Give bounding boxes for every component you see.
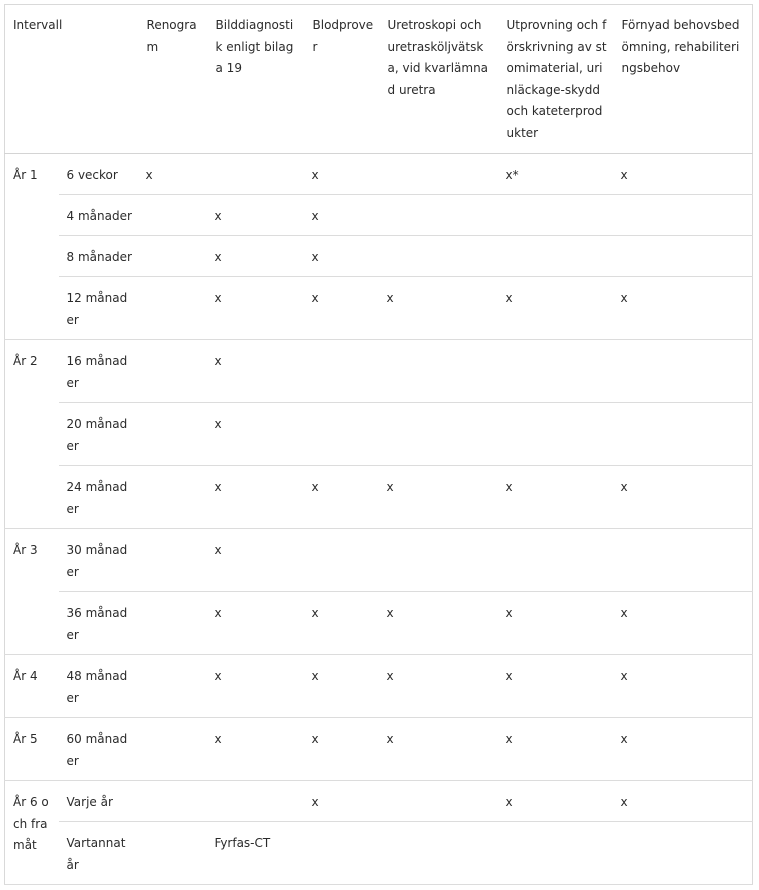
table-row xyxy=(5,592,753,655)
follow-up-schedule-table xyxy=(4,4,753,885)
value-cell xyxy=(380,822,499,885)
value-cell: x xyxy=(614,466,753,529)
table-row xyxy=(5,340,753,403)
value-cell xyxy=(499,529,614,592)
value-cell: x xyxy=(305,195,380,236)
year-cell: År 3 xyxy=(5,529,59,655)
interval-cell: 8 månader xyxy=(59,236,139,277)
value-cell: x xyxy=(208,195,305,236)
value-cell: x xyxy=(614,592,753,655)
year-cell: År 4 xyxy=(5,655,59,718)
table-row xyxy=(5,236,753,277)
value-cell: x xyxy=(305,154,380,195)
value-cell: x xyxy=(380,592,499,655)
value-cell: x xyxy=(614,781,753,822)
value-cell xyxy=(305,822,380,885)
year-cell: År 1 xyxy=(5,154,59,340)
value-cell: x xyxy=(614,655,753,718)
value-cell xyxy=(614,340,753,403)
value-cell: x* xyxy=(499,154,614,195)
value-cell: x xyxy=(499,718,614,781)
value-cell xyxy=(380,403,499,466)
value-cell: x xyxy=(380,466,499,529)
year-cell: År 6 och framåt xyxy=(5,781,59,885)
header-renogram: Renogram xyxy=(139,5,208,154)
table-row xyxy=(5,403,753,466)
value-cell xyxy=(614,822,753,885)
value-cell: x xyxy=(208,655,305,718)
value-cell: x xyxy=(208,236,305,277)
value-cell: x xyxy=(208,340,305,403)
value-cell: x xyxy=(208,592,305,655)
value-cell xyxy=(139,277,208,340)
value-cell xyxy=(139,655,208,718)
table-row xyxy=(5,781,753,822)
value-cell: x xyxy=(208,718,305,781)
value-cell xyxy=(380,529,499,592)
value-cell xyxy=(380,154,499,195)
value-cell xyxy=(614,236,753,277)
value-cell xyxy=(614,195,753,236)
value-cell xyxy=(305,403,380,466)
value-cell xyxy=(499,195,614,236)
value-cell xyxy=(499,340,614,403)
value-cell xyxy=(305,340,380,403)
header-blodprover: Blodprover xyxy=(305,5,380,154)
value-cell xyxy=(139,195,208,236)
header-bilddiagnostik: Bilddiagnostik enligt bilaga 19 xyxy=(208,5,305,154)
value-cell xyxy=(614,403,753,466)
interval-cell: 30 månader xyxy=(59,529,139,592)
table-row xyxy=(5,154,753,195)
interval-cell: 6 veckor xyxy=(59,154,139,195)
table-body xyxy=(5,154,753,885)
value-cell: x xyxy=(305,466,380,529)
value-cell: x xyxy=(499,655,614,718)
value-cell xyxy=(305,529,380,592)
table-row xyxy=(5,529,753,592)
header-interval: Intervall xyxy=(5,5,139,154)
value-cell xyxy=(499,236,614,277)
interval-cell: Vartannat år xyxy=(59,822,139,885)
table-row xyxy=(5,277,753,340)
value-cell: x xyxy=(305,655,380,718)
value-cell: x xyxy=(305,592,380,655)
value-cell xyxy=(139,822,208,885)
value-cell: x xyxy=(208,466,305,529)
value-cell: x xyxy=(499,466,614,529)
year-cell: År 5 xyxy=(5,718,59,781)
year-cell: År 2 xyxy=(5,340,59,529)
value-cell: x xyxy=(380,277,499,340)
header-uretroskopi: Uretroskopi och uretrasköljvätska, vid kvarlämnad uretra xyxy=(380,5,499,154)
header-row xyxy=(5,5,753,154)
value-cell: x xyxy=(305,277,380,340)
value-cell: x xyxy=(208,403,305,466)
interval-cell: Varje år xyxy=(59,781,139,822)
interval-cell: 48 månader xyxy=(59,655,139,718)
value-cell: x xyxy=(208,277,305,340)
value-cell: x xyxy=(208,529,305,592)
value-cell xyxy=(139,529,208,592)
value-cell: x xyxy=(305,781,380,822)
value-cell xyxy=(139,403,208,466)
value-cell xyxy=(380,195,499,236)
interval-cell: 16 månader xyxy=(59,340,139,403)
value-cell xyxy=(208,154,305,195)
value-cell: x xyxy=(305,718,380,781)
value-cell: Fyrfas-CT xyxy=(208,822,305,885)
header-fornyad-behovsbedomning: Förnyad behovsbedömning, rehabiliteringsbehov xyxy=(614,5,753,154)
value-cell xyxy=(499,403,614,466)
value-cell: x xyxy=(614,718,753,781)
table-row xyxy=(5,466,753,529)
interval-cell: 12 månader xyxy=(59,277,139,340)
value-cell: x xyxy=(614,277,753,340)
value-cell: x xyxy=(380,718,499,781)
value-cell: x xyxy=(380,655,499,718)
interval-cell: 20 månader xyxy=(59,403,139,466)
value-cell xyxy=(380,781,499,822)
value-cell xyxy=(380,236,499,277)
value-cell xyxy=(139,781,208,822)
table-row xyxy=(5,822,753,885)
value-cell: x xyxy=(499,277,614,340)
table-row xyxy=(5,195,753,236)
value-cell: x xyxy=(139,154,208,195)
value-cell: x xyxy=(614,154,753,195)
value-cell xyxy=(139,718,208,781)
value-cell xyxy=(499,822,614,885)
value-cell: x xyxy=(499,592,614,655)
header-utprovning: Utprovning och förskrivning av stomimaterial, urinläckage-skydd och kateterprodukter xyxy=(499,5,614,154)
value-cell xyxy=(139,236,208,277)
interval-cell: 60 månader xyxy=(59,718,139,781)
value-cell xyxy=(139,340,208,403)
value-cell xyxy=(139,592,208,655)
interval-cell: 24 månader xyxy=(59,466,139,529)
table-row xyxy=(5,718,753,781)
value-cell xyxy=(139,466,208,529)
interval-cell: 36 månader xyxy=(59,592,139,655)
value-cell xyxy=(614,529,753,592)
value-cell: x xyxy=(305,236,380,277)
value-cell xyxy=(380,340,499,403)
value-cell xyxy=(208,781,305,822)
table-row xyxy=(5,655,753,718)
interval-cell: 4 månader xyxy=(59,195,139,236)
value-cell: x xyxy=(499,781,614,822)
